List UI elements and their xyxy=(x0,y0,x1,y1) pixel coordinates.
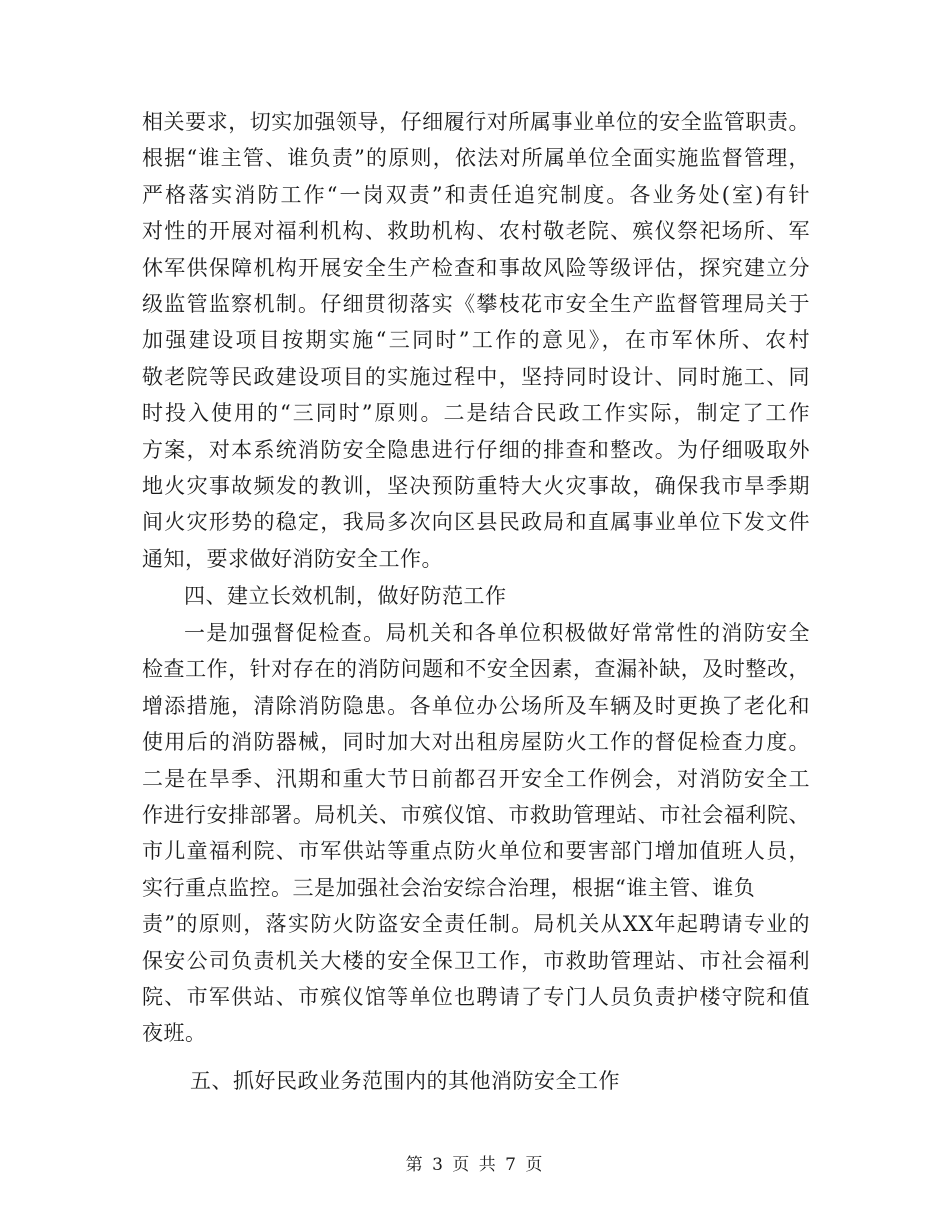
text-line: 间火灾形势的稳定，我局多次向区县民政局和直属事业单位下发文件 xyxy=(142,510,810,535)
text-line: 作进行安排部署。局机关、市殡仪馆、市救助管理站、市社会福利院、 xyxy=(142,803,810,828)
text-line: 检查工作，针对存在的消防问题和不安全因素，查漏补缺，及时整改， xyxy=(142,657,810,682)
text-line: 休军供保障机构开展安全生产检查和事故风险等级评估，探究建立分 xyxy=(142,255,810,280)
text-line: 方案，对本系统消防安全隐患进行仔细的排查和整改。为仔细吸取外 xyxy=(142,437,810,462)
text-line: 敬老院等民政建设项目的实施过程中，坚持同时设计、同时施工、同 xyxy=(142,364,810,389)
text-line: 级监管监察机制。仔细贯彻落实《攀枝花市安全生产监督管理局关于 xyxy=(142,291,810,316)
paragraph-2 xyxy=(142,615,810,1052)
text-line: 时投入使用的“三同时”原则。二是结合民政工作实际，制定了工作 xyxy=(142,401,810,426)
text-line: 严格落实消防工作“一岗双责”和责任追究制度。各业务处(室)有针 xyxy=(142,182,810,207)
text-line: 增添措施，清除消防隐患。各单位办公场所及车辆及时更换了老化和 xyxy=(142,693,810,718)
document-body xyxy=(142,104,810,1100)
text-line: 地火灾事故频发的教训，坚决预防重特大火灾事故，确保我市旱季期 xyxy=(142,473,810,498)
text-line: 实行重点监控。三是加强社会治安综合治理，根据“谁主管、谁负 xyxy=(142,875,756,900)
text-line: 根据“谁主管、谁负责”的原则，依法对所属单位全面实施监督管理， xyxy=(142,146,810,171)
text-line: 一是加强督促检查。局机关和各单位积极做好常常性的消防安全 xyxy=(184,621,810,646)
text-line: 责”的原则，落实防火防盗安全责任制。局机关从XX年起聘请专业的 xyxy=(142,912,810,937)
page-number-footer: 第 3 页 共 7 页 xyxy=(405,1155,545,1175)
text-line: 通知，要求做好消防安全工作。 xyxy=(142,546,443,571)
text-line: 保安公司负责机关大楼的安全保卫工作，市救助管理站、市社会福利 xyxy=(142,948,810,973)
section-heading-5: 五、抓好民政业务范围内的其他消防安全工作 xyxy=(190,1068,620,1093)
text-line: 二是在旱季、汛期和重大节日前都召开安全工作例会，对消防安全工 xyxy=(142,766,810,791)
text-line: 加强建设项目按期实施“三同时”工作的意见》，在市军休所、农村 xyxy=(142,328,810,353)
section-heading-4: 四、建立长效机制，做好防范工作 xyxy=(184,584,507,609)
text-line: 对性的开展对福利机构、救助机构、农村敬老院、殡仪祭祀场所、军 xyxy=(142,219,810,244)
text-line: 院、市军供站、市殡仪馆等单位也聘请了专门人员负责护楼守院和值 xyxy=(142,984,810,1009)
paragraph-1 xyxy=(142,104,810,577)
text-line: 相关要求，切实加强领导，仔细履行对所属事业单位的安全监管职责。 xyxy=(142,110,810,134)
text-line: 市儿童福利院、市军供站等重点防火单位和要害部门增加值班人员， xyxy=(142,839,810,864)
text-line: 使用后的消防器械，同时加大对出租房屋防火工作的督促检查力度。 xyxy=(142,730,810,755)
text-line: 夜班。 xyxy=(142,1021,207,1046)
